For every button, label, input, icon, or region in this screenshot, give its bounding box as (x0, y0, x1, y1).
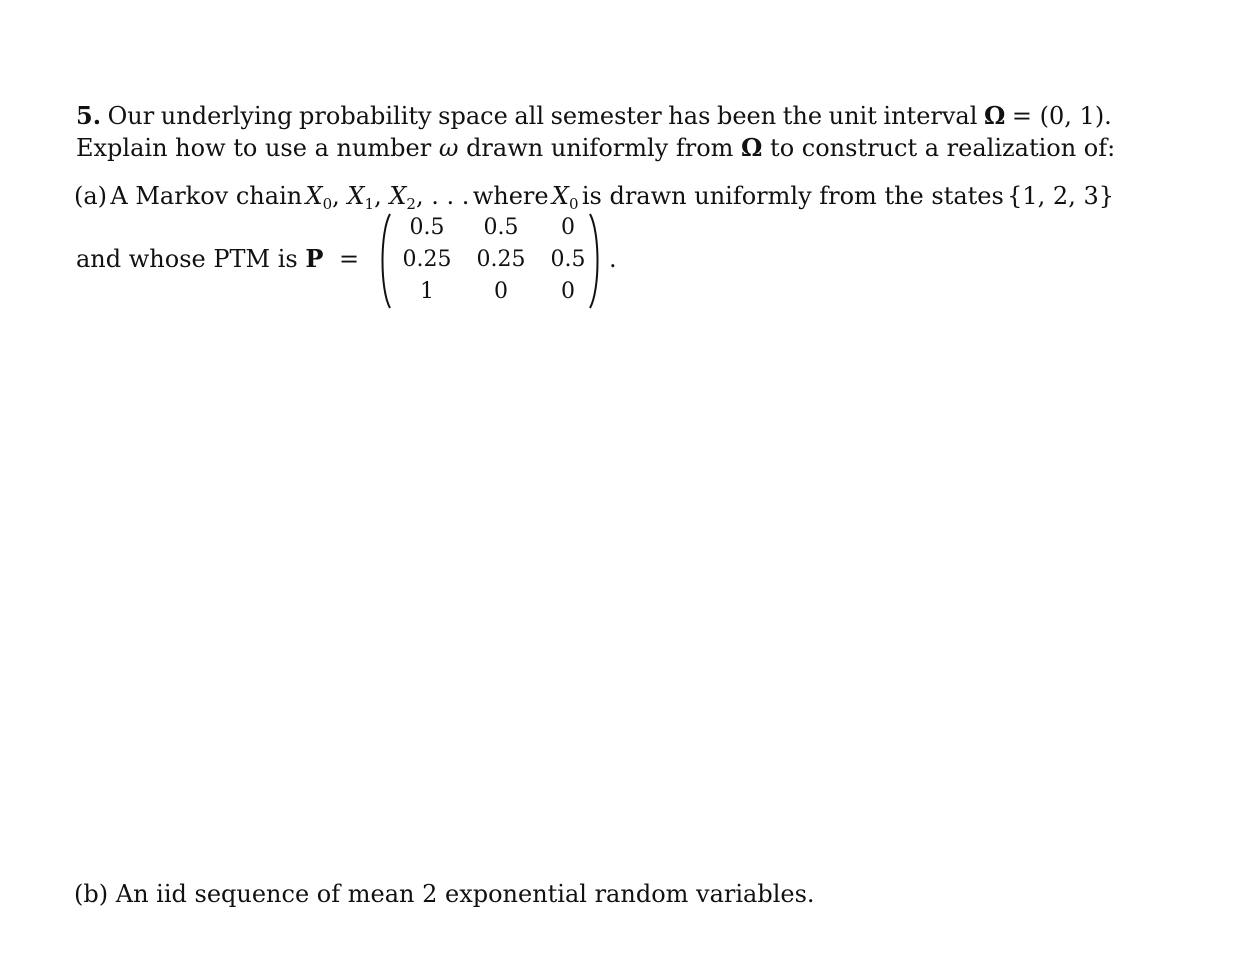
equals-sign: = (339, 245, 360, 273)
part-a-drawn-text: is drawn uniformly from the states (581, 182, 1004, 210)
part-b-label: (b) (74, 880, 109, 908)
problem-statement-line-2 (76, 133, 1115, 163)
part-a-where: where (472, 182, 549, 210)
word: been (716, 102, 777, 130)
part-b-text: An iid sequence of mean 2 exponential random variables. (115, 880, 815, 908)
word: has (668, 102, 711, 130)
matrix-period: . (609, 245, 617, 273)
sequence-expression: $X_0$, $X_1$, $X_2$, . . . (305, 182, 470, 213)
part-a-label: (a) (74, 182, 108, 210)
line2-text-c: to construct a realization of: (762, 134, 1116, 162)
word: space (438, 102, 508, 130)
line2-text-b: drawn uniformly from (458, 134, 742, 162)
left-paren (378, 212, 392, 310)
omega-symbol: Ω (983, 101, 1006, 130)
matrix-cell: 0.5 (409, 215, 445, 240)
problem-number: 5. (76, 101, 102, 130)
x0-expression: $X_0$ (551, 182, 579, 213)
matrix-cell: 1 (420, 279, 434, 304)
ptm-prefix: and whose PTM is (76, 245, 298, 273)
matrix-cell: 0.5 (483, 215, 519, 240)
matrix-cell: 0 (494, 279, 508, 304)
part-a-text: A Markov chain (110, 182, 303, 210)
right-paren (588, 212, 602, 310)
matrix-cell: 0.25 (476, 247, 526, 272)
matrix-cell: 0 (561, 215, 575, 240)
omega-symbol: Ω (741, 133, 763, 162)
word: interval (883, 102, 978, 130)
part-b-line (74, 879, 815, 909)
problem-statement-line-1 (76, 101, 1112, 131)
matrix-cell: 0.25 (402, 247, 452, 272)
line2-text-a: Explain how to use a number (76, 134, 439, 162)
word: all (514, 102, 545, 130)
matrix-cell: 0 (561, 279, 575, 304)
word: the (782, 102, 823, 130)
omega-lower-symbol: ω (438, 134, 459, 162)
transition-matrix (378, 212, 614, 310)
word: probability (299, 102, 432, 130)
matrix-cell: 0.5 (550, 247, 586, 272)
state-set: {1, 2, 3} (1007, 182, 1114, 210)
matrix-symbol-p: P (305, 244, 324, 273)
word: Our (107, 102, 155, 130)
word: unit (828, 102, 877, 130)
word: semester (550, 102, 662, 130)
ptm-line (76, 244, 323, 274)
interval-definition: = (0, 1). (1011, 102, 1112, 130)
word: underlying (160, 102, 293, 130)
